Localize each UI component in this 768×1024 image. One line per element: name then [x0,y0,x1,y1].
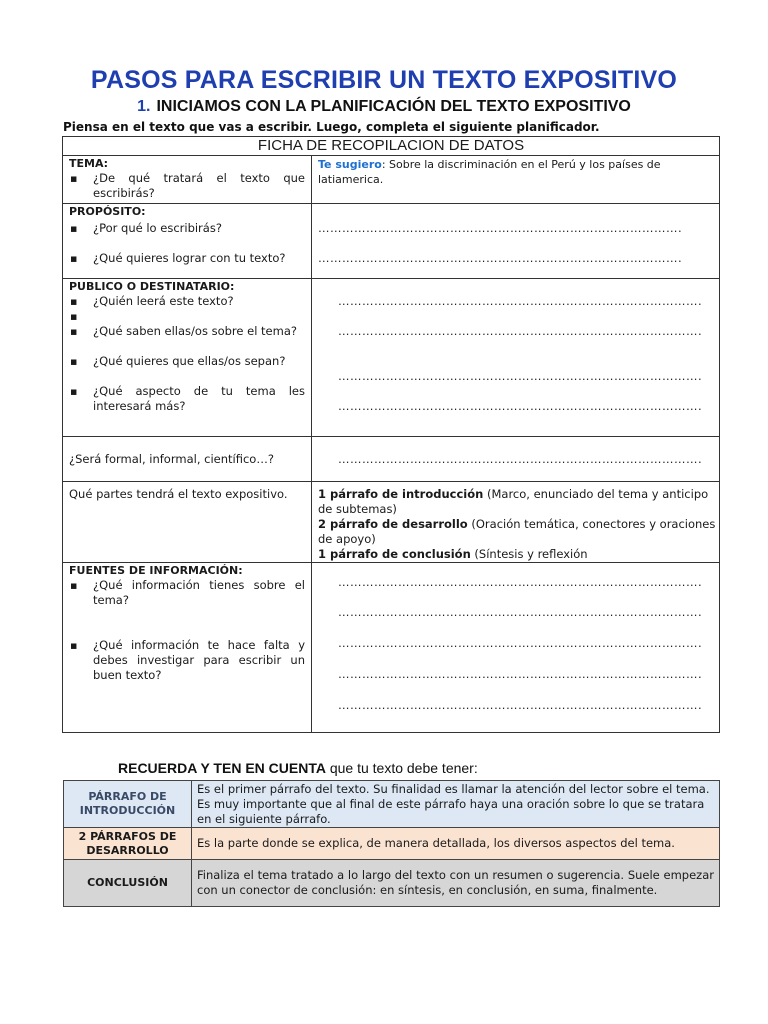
proposito-cell [63,204,312,279]
registro-cell [63,437,312,482]
publico-question-1: ▪ ¿Quién leerá este texto? [63,294,311,309]
ficha-caption: FICHA DE RECOPILACION DE DATOS [63,137,720,156]
answer-line: ………………………………………………………………………………. [338,399,703,413]
partes-cell [63,482,312,563]
proposito-question-2: ▪ ¿Qué quieres lograr con tu texto? [63,251,311,266]
fuentes-cell [63,563,312,733]
recuerda-heading: RECUERDA Y TEN EN CUENTA que tu texto debe tener: [118,760,478,776]
publico-answer-cell[interactable] [312,279,720,437]
instruction-text: Piensa en el texto que vas a escribir. Luego, completa el siguiente planificador. [63,120,600,134]
answer-line: ………………………………………………………………………………. [338,605,703,619]
answer-line: ………………………………………………………………………………. [338,636,703,650]
partes-question: Qué partes tendrá el texto expositivo. [69,487,288,501]
answer-line: ………………………………………………………………………………. [338,667,703,681]
answer-line: ………………………………………………………………………………. [338,324,703,338]
recuerda-table [63,780,720,907]
partes-item-3: 1 párrafo de conclusión (Síntesis y reflexión [318,547,588,561]
registro-question: ¿Será formal, informal, científico…? [69,451,274,466]
proposito-label: PROPÓSITO: [69,205,146,218]
rec-value-desarrollo: Es la parte donde se explica, de manera detallada, los diversos aspectos del tema. [192,828,720,860]
rec-key-introduccion: PÁRRAFO DE INTRODUCCIÓN [64,781,192,828]
publico-question-empty [63,309,311,324]
ficha-table [62,136,720,733]
answer-line: ………………………………………………………………………………. [318,221,683,235]
rec-value-conclusion: Finaliza el tema tratado a lo largo del texto con un resumen o sugerencia. Suele empezar con un conector de conclusión: en síntesis, en conclusión, en suma, finalmente. [192,860,720,907]
proposito-answer-cell[interactable] [312,204,720,279]
tema-hint [312,156,719,187]
section-heading [0,98,768,116]
answer-line: ………………………………………………………………………………. [338,369,703,383]
section-heading-text: INICIAMOS CON LA PLANIFICACIÓN DEL TEXTO EXPOSITIVO [156,98,631,115]
tema-label: TEMA: [69,157,109,170]
answer-line: ………………………………………………………………………………. [338,575,703,589]
fuentes-label: FUENTES DE INFORMACIÓN: [69,564,243,577]
hint-text: : Sobre la discriminación en el Perú y los países de latiamerica. [318,158,661,186]
answer-line: ………………………………………………………………………………. [338,451,703,466]
fuentes-question-1: ▪ ¿Qué información tienes sobre el tema? [63,578,311,608]
answer-line: ………………………………………………………………………………. [318,251,683,265]
section-number: 1. [137,98,151,115]
tema-cell [63,156,312,204]
proposito-question-1: ▪ ¿Por qué lo escribirás? [63,221,311,236]
rec-key-desarrollo: 2 PÁRRAFOS DE DESARROLLO [64,828,192,860]
publico-cell [63,279,312,437]
partes-answer-cell [312,482,720,563]
answer-line: ………………………………………………………………………………. [338,294,703,308]
rec-value-introduccion: Es el primer párrafo del texto. Su finalidad es llamar la atención del lector sobre el tema. Es muy importante que al final de este párrafo haya una oración sobre lo que se tratara en el siguiente párrafo. [192,781,720,828]
publico-question-4: ▪ ¿Qué quieres que ellas/os sepan? [63,354,311,369]
rec-key-conclusion: CONCLUSIÓN [64,860,192,907]
partes-item-1: 1 párrafo de introducción (Marco, enunciado del tema y anticipo de subtemas) [318,487,709,516]
publico-question-5: ▪ ¿Qué aspecto de tu tema les interesará más? [63,384,311,414]
fuentes-answer-cell[interactable] [312,563,720,733]
registro-answer-cell[interactable] [312,437,720,482]
tema-question: ▪ ¿De qué tratará el texto que escribirás? [63,171,311,201]
fuentes-question-2: ▪ ¿Qué información te hace falta y debes investigar para escribir un buen texto? [63,638,311,683]
page-title: PASOS PARA ESCRIBIR UN TEXTO EXPOSITIVO [90,66,678,94]
hint-label: Te sugiero [318,158,382,171]
partes-item-2: 2 párrafo de desarrollo (Oración temática, conectores y oraciones de apoyo) [318,517,716,546]
publico-question-3: ▪ ¿Qué saben ellas/os sobre el tema? [63,324,311,339]
tema-answer-cell[interactable] [312,156,720,204]
answer-line: ………………………………………………………………………………. [338,698,703,712]
publico-label: PUBLICO O DESTINATARIO: [69,280,235,293]
